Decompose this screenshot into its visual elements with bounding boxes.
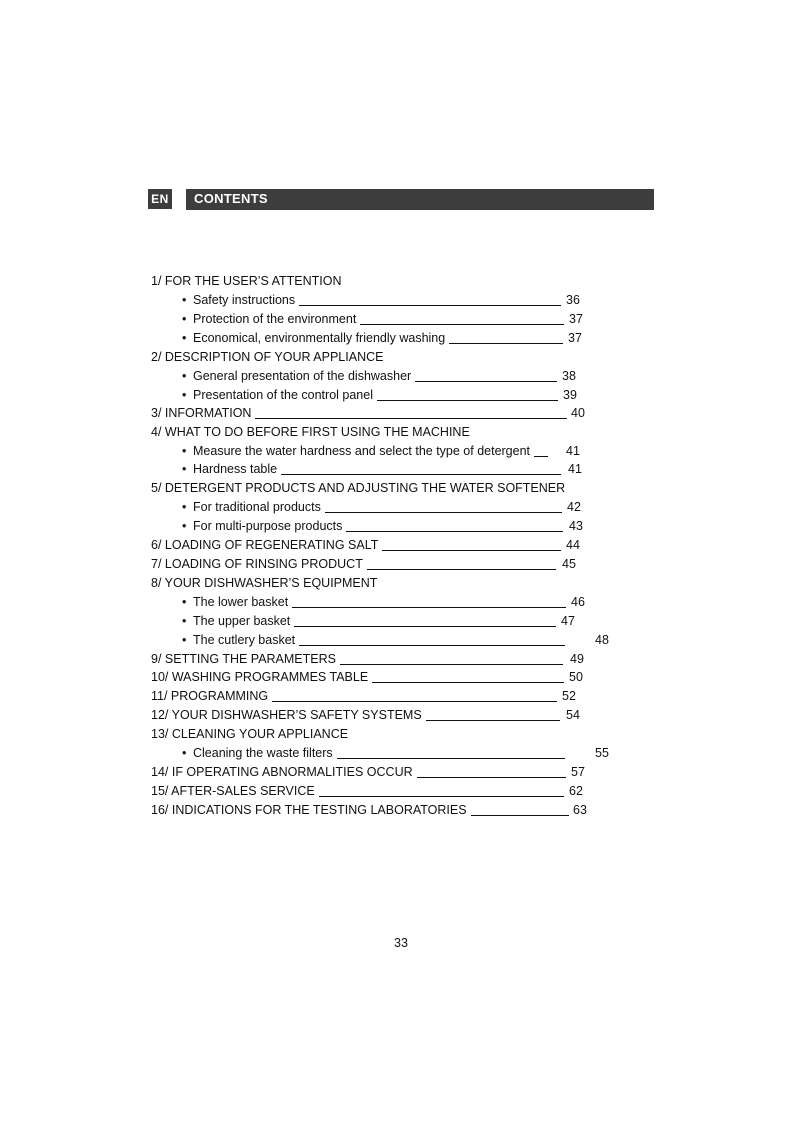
dot-leader <box>346 531 563 532</box>
dot-leader <box>325 512 562 513</box>
bullet-icon: • <box>182 462 187 476</box>
bullet-icon: • <box>182 312 187 326</box>
bullet-icon: • <box>182 614 187 628</box>
toc-entry-label: 11/ PROGRAMMING <box>151 689 269 703</box>
toc-entry-label: 13/ CLEANING YOUR APPLIANCE <box>151 727 349 741</box>
page-title: CONTENTS <box>194 191 268 206</box>
toc-section-row <box>151 536 580 555</box>
toc-entry-label: The lower basket <box>193 595 289 609</box>
toc-subsection-row <box>182 367 576 386</box>
toc-page-number: 38 <box>562 369 576 383</box>
toc-entry-label: Hardness table <box>193 462 278 476</box>
bullet-icon: • <box>182 746 187 760</box>
toc-section-row <box>151 574 377 593</box>
toc-page-number: 63 <box>573 803 587 817</box>
toc-subsection-row <box>182 498 581 517</box>
toc-section-row <box>151 555 576 574</box>
toc-entry-label: Measure the water hardness and select the type of detergent <box>193 444 531 458</box>
dot-leader <box>319 796 564 797</box>
toc-subsection-row <box>182 517 583 536</box>
toc-entry-label: Protection of the environment <box>193 312 357 326</box>
dot-leader <box>294 626 556 627</box>
toc-section-row <box>151 272 342 291</box>
toc-section-row <box>151 687 576 706</box>
toc-page-number: 55 <box>595 746 609 760</box>
toc-page-number: 62 <box>569 784 583 798</box>
toc-page-number: 36 <box>566 293 580 307</box>
toc-entry-label: 10/ WASHING PROGRAMMES TABLE <box>151 670 369 684</box>
dot-leader <box>299 645 565 646</box>
toc-page-number: 40 <box>571 406 585 420</box>
toc-section-row <box>151 348 383 367</box>
dot-leader <box>471 815 569 816</box>
toc-subsection-row <box>182 291 580 310</box>
dot-leader <box>360 324 564 325</box>
toc-page-number: 47 <box>561 614 575 628</box>
bullet-icon: • <box>182 519 187 533</box>
bullet-icon: • <box>182 595 187 609</box>
toc-section-row <box>151 801 587 820</box>
bullet-icon: • <box>182 388 187 402</box>
toc-entry-label: Presentation of the control panel <box>193 388 373 402</box>
toc-page-number: 44 <box>566 538 580 552</box>
toc-subsection-row <box>182 593 585 612</box>
toc-entry-label: For traditional products <box>193 500 321 514</box>
toc-subsection-row <box>182 442 580 461</box>
toc-page-number: 46 <box>571 595 585 609</box>
language-tab: EN <box>148 189 172 209</box>
toc-section-row <box>151 763 585 782</box>
toc-subsection-row <box>182 460 582 479</box>
toc-entry-label: 8/ YOUR DISHWASHER’S EQUIPMENT <box>151 576 378 590</box>
page-number: 33 <box>394 936 408 950</box>
dot-leader <box>292 607 566 608</box>
toc-entry-label: Economical, environmentally friendly washing <box>193 331 446 345</box>
toc-subsection-row <box>182 612 575 631</box>
toc-entry-label: 15/ AFTER-SALES SERVICE <box>151 784 315 798</box>
dot-leader <box>372 682 564 683</box>
toc-subsection-row <box>182 386 577 405</box>
dot-leader <box>534 456 548 457</box>
toc-entry-label: The upper basket <box>193 614 291 628</box>
toc-section-row <box>151 404 585 423</box>
toc-entry-label: 9/ SETTING THE PARAMETERS <box>151 652 336 666</box>
toc-page-number: 45 <box>562 557 576 571</box>
bullet-icon: • <box>182 444 187 458</box>
bullet-icon: • <box>182 369 187 383</box>
dot-leader <box>426 720 560 721</box>
toc-entry-label: Safety instructions <box>193 293 296 307</box>
bullet-icon: • <box>182 500 187 514</box>
toc-page-number: 49 <box>570 652 584 666</box>
dot-leader <box>382 550 561 551</box>
toc-page-number: 41 <box>566 444 580 458</box>
toc-page-number: 37 <box>569 312 583 326</box>
toc-entry-label: Cleaning the waste filters <box>193 746 333 760</box>
toc-section-row <box>151 423 470 442</box>
dot-leader <box>417 777 566 778</box>
toc-entry-label: 3/ INFORMATION <box>151 406 252 420</box>
toc-entry-label: 14/ IF OPERATING ABNORMALITIES OCCUR <box>151 765 413 779</box>
toc-entry-label: 2/ DESCRIPTION OF YOUR APPLIANCE <box>151 350 384 364</box>
toc-page-number: 39 <box>563 388 577 402</box>
toc-entry-label: 6/ LOADING OF REGENERATING SALT <box>151 538 379 552</box>
toc-page-number: 54 <box>566 708 580 722</box>
bullet-icon: • <box>182 331 187 345</box>
dot-leader <box>337 758 565 759</box>
dot-leader <box>377 400 558 401</box>
dot-leader <box>255 418 567 419</box>
toc-entry-label: 4/ WHAT TO DO BEFORE FIRST USING THE MACHINE <box>151 425 470 439</box>
toc-section-row <box>151 725 348 744</box>
dot-leader <box>340 664 563 665</box>
toc-page-number: 57 <box>571 765 585 779</box>
dot-leader <box>367 569 556 570</box>
toc-section-row <box>151 479 565 498</box>
bullet-icon: • <box>182 633 187 647</box>
toc-page-number: 37 <box>568 331 582 345</box>
toc-page-number: 48 <box>595 633 609 647</box>
toc-entry-label: 16/ INDICATIONS FOR THE TESTING LABORATORIES <box>151 803 467 817</box>
dot-leader <box>272 701 557 702</box>
toc-entry-label: 1/ FOR THE USER’S ATTENTION <box>151 274 342 288</box>
toc-page-number: 43 <box>569 519 583 533</box>
toc-subsection-row <box>182 744 609 763</box>
toc-page-number: 41 <box>568 462 582 476</box>
toc-entry-label: General presentation of the dishwasher <box>193 369 412 383</box>
dot-leader <box>415 381 557 382</box>
toc-subsection-row <box>182 631 609 650</box>
bullet-icon: • <box>182 293 187 307</box>
toc-entry-label: The cutlery basket <box>193 633 296 647</box>
toc-entry-label: 5/ DETERGENT PRODUCTS AND ADJUSTING THE WATER SOFTENER <box>151 481 566 495</box>
toc-subsection-row <box>182 310 583 329</box>
toc-page-number: 50 <box>569 670 583 684</box>
toc-section-row <box>151 782 583 801</box>
toc-section-row <box>151 650 584 669</box>
toc-page-number: 52 <box>562 689 576 703</box>
toc-section-row <box>151 706 580 725</box>
toc-entry-label: 12/ YOUR DISHWASHER’S SAFETY SYSTEMS <box>151 708 422 722</box>
toc-entry-label: For multi-purpose products <box>193 519 343 533</box>
dot-leader <box>299 305 561 306</box>
toc-section-row <box>151 668 583 687</box>
toc-subsection-row <box>182 329 582 348</box>
toc-entry-label: 7/ LOADING OF RINSING PRODUCT <box>151 557 363 571</box>
dot-leader <box>449 343 563 344</box>
toc-page-number: 42 <box>567 500 581 514</box>
dot-leader <box>281 474 561 475</box>
